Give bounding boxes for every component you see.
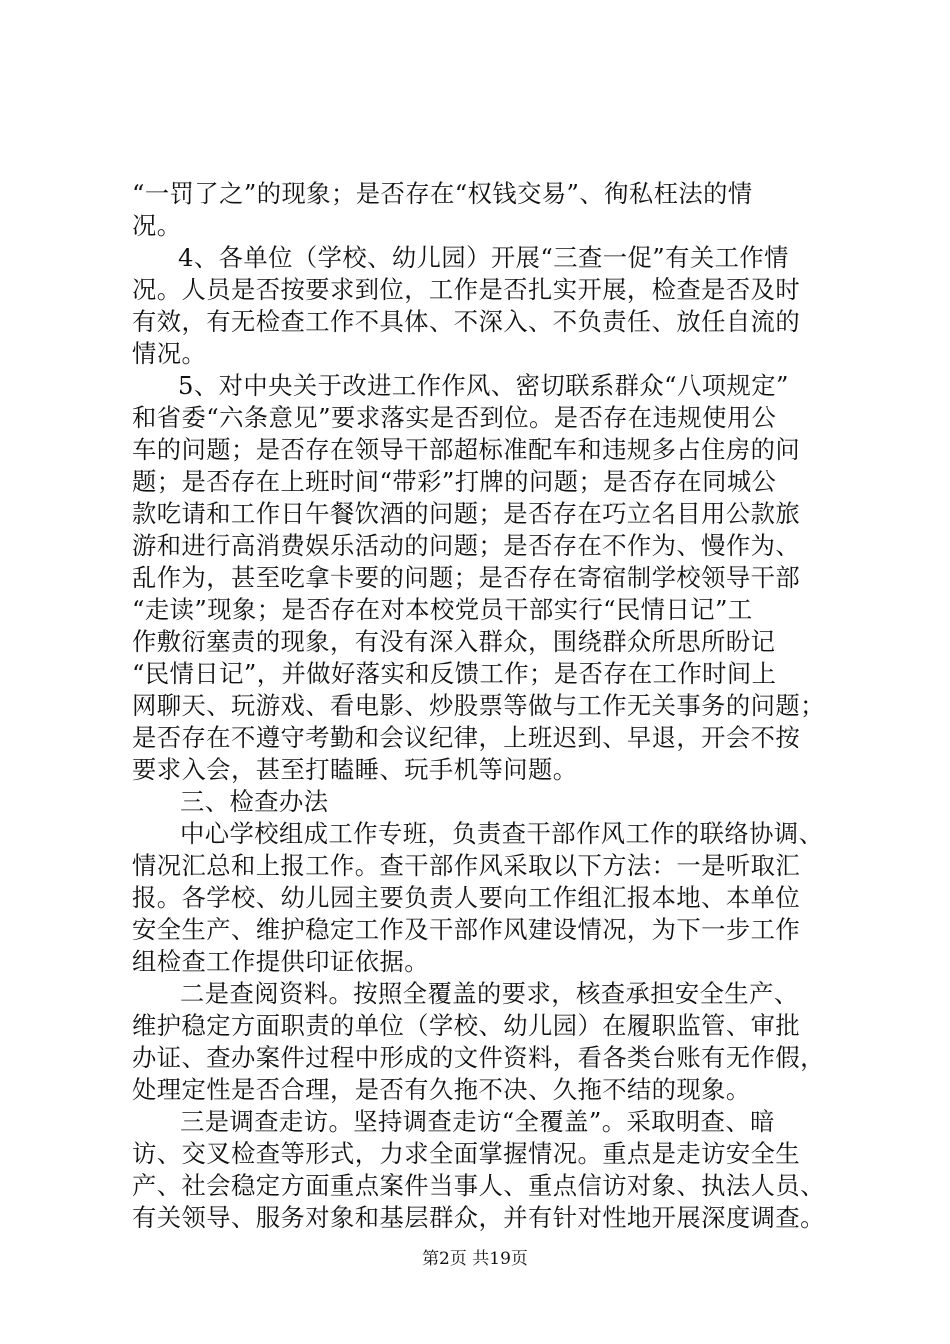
text-line: 要求入会，甚至打瞌睡、玩手机等问题。 — [132, 755, 578, 784]
text-line: 况。人员是否按要求到位，工作是否扎实开展，检查是否及时 — [132, 275, 801, 304]
text-line: 中心学校组成工作专班，负责查干部作风工作的联络协调、 — [180, 819, 824, 848]
text-line: 组检查工作提供印证依据。 — [132, 947, 429, 976]
text-line: 有关领导、服务对象和基层群众，并有针对性地开展深度调查。 — [132, 1203, 825, 1232]
text-line: 安全生产、维护稳定工作及干部作风建设情况，为下一步工作 — [132, 915, 801, 944]
text-line: 况。 — [132, 211, 182, 240]
text-line: 三是调查走访。坚持调查走访“全覆盖”。采取明查、暗 — [180, 1107, 775, 1136]
text-line: 访、交叉检查等形式，力求全面掌握情况。重点是走访安全生 — [132, 1139, 801, 1168]
text-line: 处理定性是否合理，是否有久拖不决、久拖不结的现象。 — [132, 1075, 751, 1104]
text-line: 和省委“六条意见”要求落实是否到位。是否存在违规使用公 — [132, 403, 777, 432]
text-line: 维护稳定方面职责的单位（学校、幼儿园）在履职监管、审批 — [132, 1011, 801, 1040]
text-line: 作敷衍塞责的现象，有没有深入群众，围绕群众所思所盼记 — [132, 627, 776, 656]
text-line: 是否存在不遵守考勤和会议纪律，上班迟到、早退，开会不按 — [132, 723, 801, 752]
text-line: 题；是否存在上班时间“带彩”打牌的问题；是否存在同城公 — [132, 467, 777, 496]
text-line: 产、社会稳定方面重点案件当事人、重点信访对象、执法人员、 — [132, 1171, 825, 1200]
text-line: 4、各单位（学校、幼儿园）开展“三查一促”有关工作情 — [178, 243, 789, 272]
text-line: “民情日记”，并做好落实和反馈工作；是否存在工作时间上 — [132, 659, 777, 688]
text-line: 办证、查办案件过程中形成的文件资料，看各类台账有无作假， — [132, 1043, 825, 1072]
text-line: 情况汇总和上报工作。查干部作风采取以下方法：一是听取汇 — [132, 851, 801, 880]
text-line: “走读”现象；是否存在对本校党员干部实行“民情日记”工 — [132, 595, 753, 624]
text-line: 车的问题；是否存在领导干部超标准配车和违规多占住房的问 — [132, 435, 801, 464]
text-line: 网聊天、玩游戏、看电影、炒股票等做与工作无关事务的问题； — [132, 691, 825, 720]
text-line: 报。各学校、幼儿园主要负责人要向工作组汇报本地、本单位 — [132, 883, 801, 912]
text-line: 二是查阅资料。按照全覆盖的要求，核查承担安全生产、 — [180, 979, 799, 1008]
text-line: 乱作为，甚至吃拿卡要的问题；是否存在寄宿制学校领导干部 — [132, 563, 801, 592]
section-heading: 三、检查办法 — [180, 787, 329, 816]
text-line: 款吃请和工作日午餐饮酒的问题；是否存在巧立名目用公款旅 — [132, 499, 801, 528]
text-line: “一罚了之”的现象；是否存在“权钱交易”、徇私枉法的情 — [132, 179, 753, 208]
text-line: 游和进行高消费娱乐活动的问题；是否存在不作为、慢作为、 — [132, 531, 801, 560]
text-line: 5、对中央关于改进工作作风、密切联系群众“八项规定” — [178, 371, 789, 400]
page-number-footer: 第2页 共19页 — [422, 1249, 528, 1269]
text-line: 有效，有无检查工作不具体、不深入、不负责任、放任自流的 — [132, 307, 801, 336]
text-line: 情况。 — [132, 339, 207, 368]
